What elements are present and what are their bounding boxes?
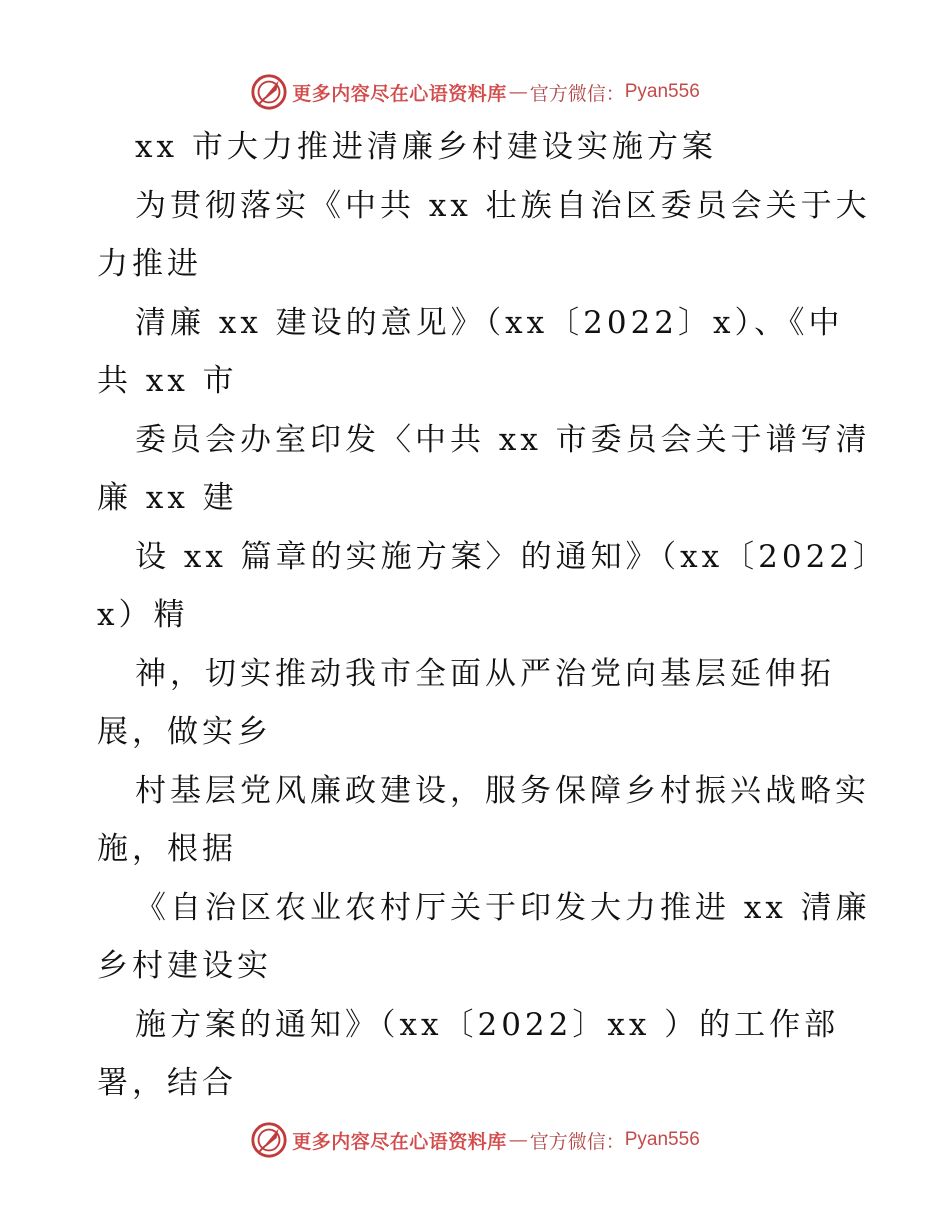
body-line: 神，切实推动我市全面从严治党向基层延伸拓	[135, 656, 835, 692]
watermark-dash: —	[508, 81, 528, 103]
body-line: 廉 xx 建	[97, 480, 238, 516]
watermark-dash: —	[508, 1129, 528, 1151]
body-line: 力推进	[97, 246, 202, 282]
body-line: 清廉 xx 建设的意见》（xx〔2022〕x）、《中	[135, 305, 844, 341]
body-line: 展，做实乡	[97, 714, 272, 750]
quill-logo-icon	[250, 73, 288, 111]
body-line: 《自治区农业农村厅关于印发大力推进 xx 清廉	[135, 890, 871, 926]
body-line: 为贯彻落实《中共 xx 壮族自治区委员会关于大	[135, 188, 871, 224]
body-line: 乡村建设实	[97, 948, 272, 984]
body-line: 共 xx 市	[97, 363, 238, 399]
footer-watermark	[0, 1118, 950, 1162]
body-line: 村基层党风廉政建设，服务保障乡村振兴战略实	[135, 773, 870, 809]
header-watermark	[0, 70, 950, 114]
body-line: 施方案的通知》（xx〔2022〕xx ）的工作部	[135, 1007, 840, 1043]
body-line: x）精	[97, 597, 189, 633]
body-line: 设 xx 篇章的实施方案〉的通知》（xx〔2022〕	[135, 539, 889, 575]
watermark-wechat-id: Pyan556	[624, 1129, 700, 1150]
body-line: 署，结合	[97, 1065, 237, 1101]
watermark-site-text: 更多内容尽在心语资料库	[292, 1130, 507, 1153]
watermark-wechat-id: Pyan556	[624, 81, 700, 102]
body-line: 委员会办室印发〈中共 xx 市委员会关于谱写清	[135, 422, 871, 458]
quill-logo-icon	[250, 1121, 288, 1159]
watermark-wechat-label: 官方微信：	[529, 82, 625, 105]
watermark-site-text: 更多内容尽在心语资料库	[292, 82, 507, 105]
body-line: 施，根据	[97, 831, 237, 867]
document-title: xx 市大力推进清廉乡村建设实施方案	[135, 129, 717, 165]
watermark-wechat-label: 官方微信：	[529, 1130, 625, 1153]
